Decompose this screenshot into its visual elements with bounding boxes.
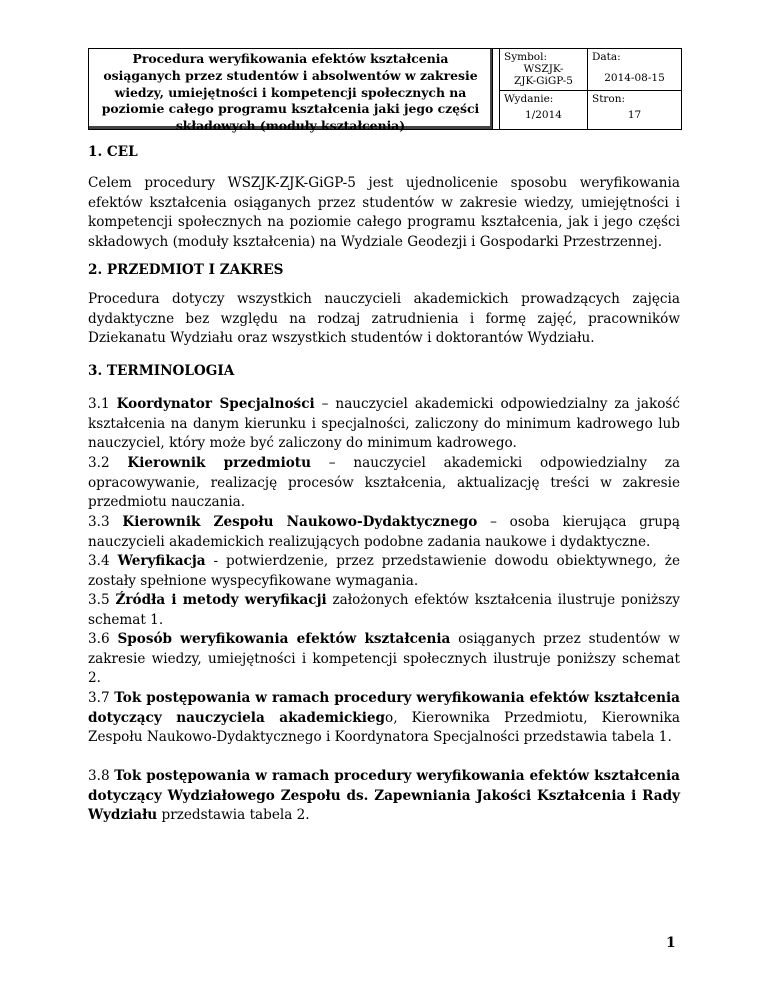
term-3-1: 3.1 Koordynator Specjalności – nauczyciel akademicki odpowiedzialny za jakość kształcenia na danym kierunku i specjalności, zaliczony do minimum kadrowego lub nauczyciel, który może być zaliczony do minimum kadrowego. bbox=[88, 396, 680, 452]
section-1-heading: 1. CEL bbox=[88, 144, 138, 160]
header-meta-grid bbox=[500, 49, 681, 129]
document-header-table bbox=[88, 48, 682, 134]
pages-cell bbox=[588, 91, 681, 129]
pages-value: 17 bbox=[627, 109, 642, 121]
term-3-2: 3.2 Kierownik przedmiotu – nauczyciel akademicki odpowiedzialny za opracowywanie, realizację procesów kształcenia, aktualizację treści w zakresie przedmiotu nauczania. bbox=[88, 455, 680, 511]
section-2-heading: 2. PRZEDMIOT I ZAKRES bbox=[88, 262, 284, 278]
symbol-value: WSZJK-ZJK-GiGP-5 bbox=[514, 63, 573, 87]
edition-value: 1/2014 bbox=[525, 109, 562, 121]
date-cell bbox=[588, 49, 681, 91]
term-3-4: 3.4 Weryfikacja - potwierdzenie, przez przedstawienie dowodu obiektywnego, że zostały spełnione wyspecyfikowane wymagania. bbox=[88, 553, 680, 589]
symbol-label: Symbol: bbox=[504, 51, 548, 63]
term-3-5: 3.5 Źródła i metody weryfikacji założonych efektów kształcenia ilustruje poniższy schemat 1. bbox=[88, 592, 680, 628]
page-number: 1 bbox=[666, 935, 676, 951]
date-value: 2014-08-15 bbox=[604, 72, 665, 84]
symbol-cell bbox=[500, 49, 588, 91]
term-3-8: 3.8 Tok postępowania w ramach procedury weryfikowania efektów kształcenia dotyczący Wydziałowego Zespołu ds. Zapewniania Jakości Kształcenia i Rady Wydziału przedstawia tabela 2. bbox=[88, 768, 680, 824]
term-3-3: 3.3 Kierownik Zespołu Naukowo-Dydaktycznego – osoba kierująca grupą nauczycieli akademickich realizujących podobne zadania naukowe i dydaktyczne. bbox=[88, 514, 680, 550]
header-spacer bbox=[493, 49, 500, 129]
section-2-text: Procedura dotyczy wszystkich nauczycieli akademickich prowadzących zajęcia dydaktyczne bez względu na rodzaj zatrudnienia i formę zajęć, pracowników Dziekanatu Wydziału oraz wszystkich studentów i doktorantów Wydziału. bbox=[88, 291, 680, 347]
edition-label: Wydanie: bbox=[504, 93, 554, 105]
procedure-title: Procedura weryfikowania efektów kształcenia osiąganych przez studentów i absolwentów w zakresie wiedzy, umiejętności i kompetencji społecznych na poziomie całego programu kształcenia jaki jego części składowych (moduły kształcenia) bbox=[89, 49, 493, 129]
pages-label: Stron: bbox=[592, 93, 626, 105]
term-3-6: 3.6 Sposób weryfikowania efektów kształcenia osiąganych przez studentów w zakresie wiedzy, umiejętności i kompetencji społecznych ilustruje poniższy schemat 2. bbox=[88, 631, 680, 687]
term-3-7: 3.7 Tok postępowania w ramach procedury weryfikowania efektów kształcenia dotyczący nauczyciela akademickiego, Kierownika Przedmiotu, Kierownika Zespołu Naukowo-Dydaktycznego i Koordynatora Specjalności przedstawia tabela 1. bbox=[88, 690, 680, 746]
section-1-text: Celem procedury WSZJK-ZJK-GiGP-5 jest ujednolicenie sposobu weryfikowania efektów kształcenia osiąganych przez studentów w zakresie wiedzy, umiejętności i kompetencji społecznych na poziomie całego programu kształcenia, jak i jego części składowych (moduły kształcenia) na Wydziale Geodezji i Gospodarki Przestrzennej. bbox=[88, 175, 680, 250]
section-3-heading: 3. TERMINOLOGIA bbox=[88, 363, 235, 379]
date-label: Data: bbox=[592, 51, 621, 63]
edition-cell bbox=[500, 91, 588, 129]
